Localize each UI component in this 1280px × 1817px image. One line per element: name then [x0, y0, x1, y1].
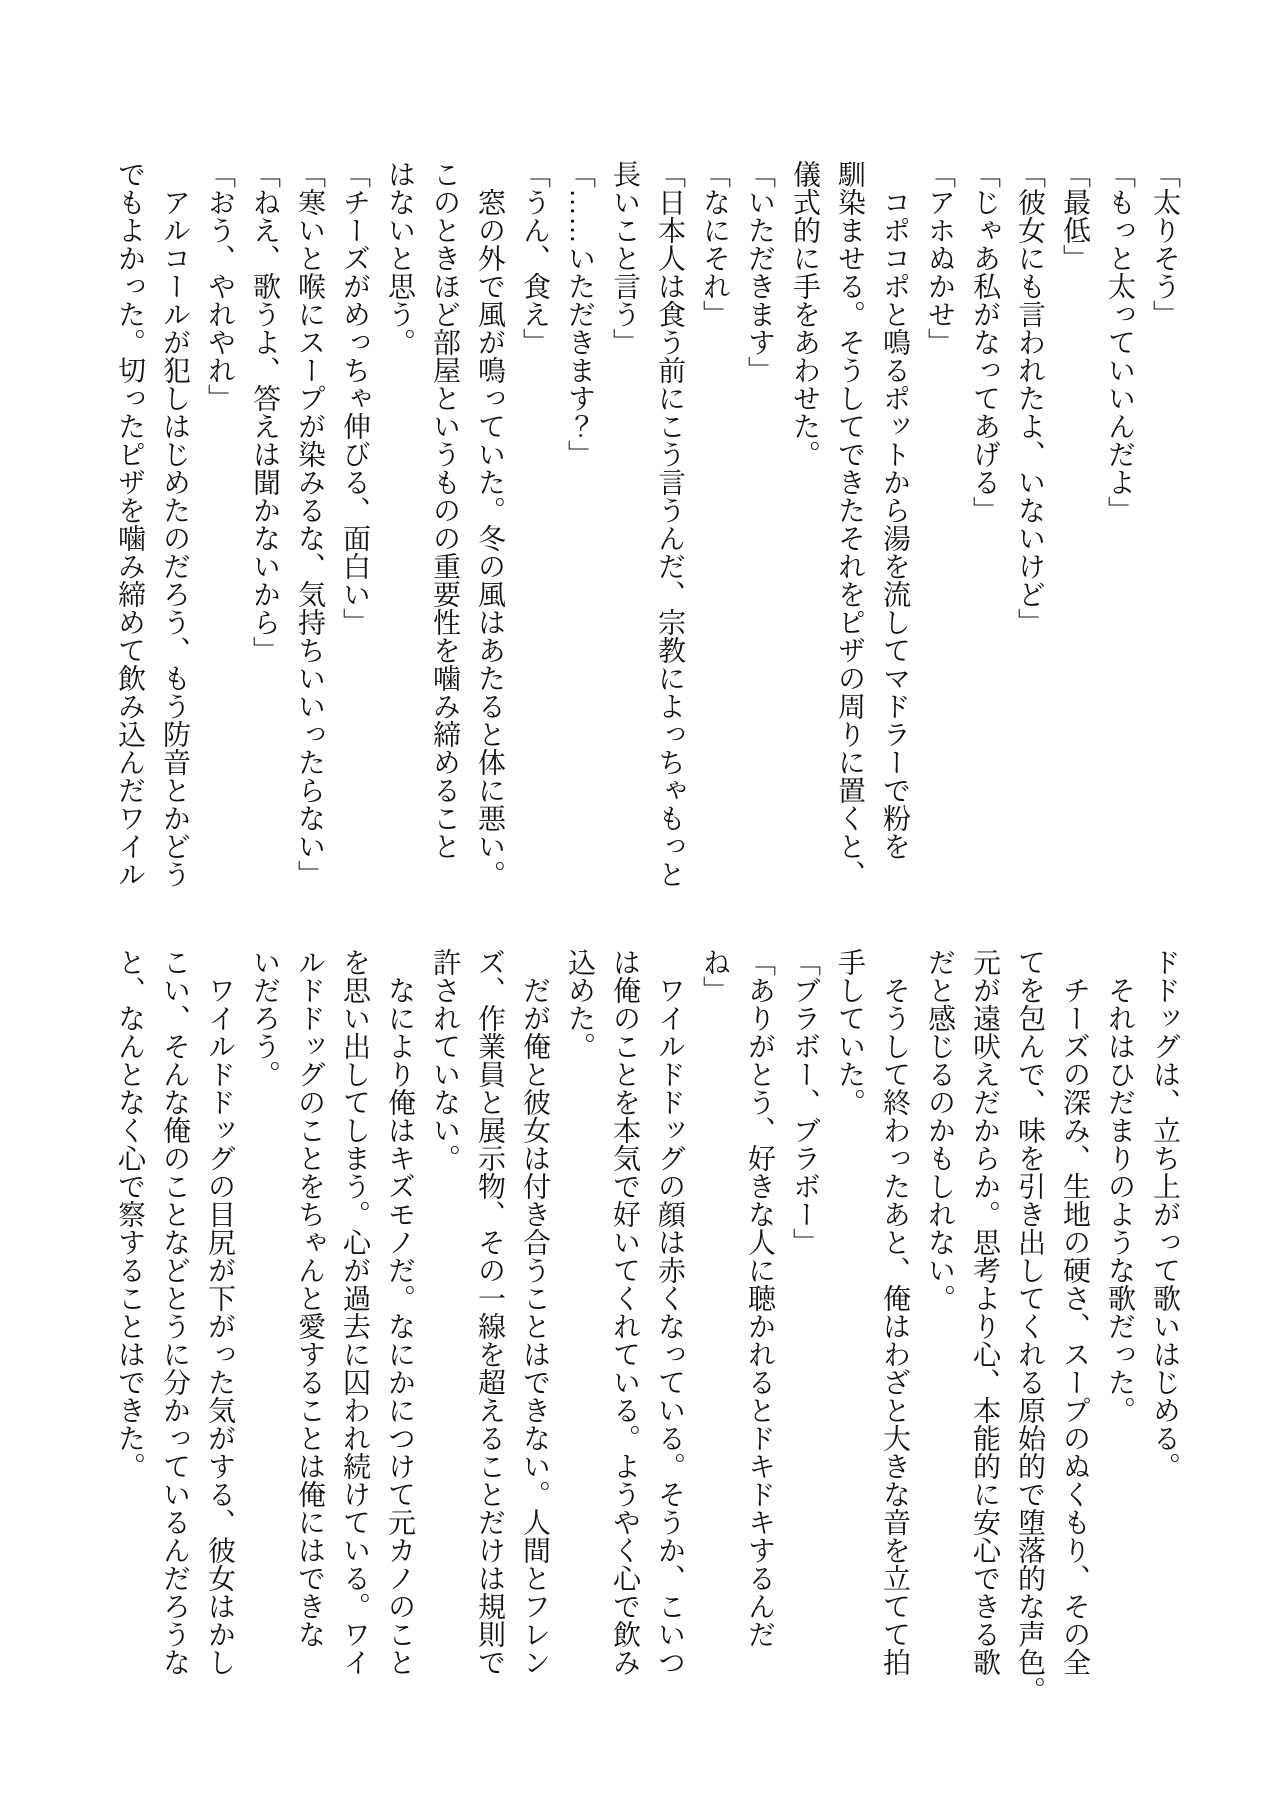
- text-line: 「いただきます」: [745, 160, 776, 384]
- text-line: ワイルドドッグの目尻が下がった気がする、彼女はかし: [205, 948, 236, 1676]
- text-line: 「なにそれ」: [700, 160, 731, 328]
- text-line: 「アホぬかせ」: [925, 160, 956, 356]
- text-line: ズ、作業員と展示物、その一線を超えることだけは規則で: [475, 948, 506, 1676]
- text-line: 手していた。: [835, 948, 866, 1116]
- text-line: 「もっと太っていいんだよ」: [1105, 160, 1136, 524]
- text-line: それはひだまりのような歌だった。: [1105, 948, 1136, 1424]
- text-line: ドドッグは、立ち上がって歌いはじめる。: [1150, 948, 1181, 1480]
- text-line: 窓の外で風が鳴っていた。冬の風はあたると体に悪い。: [475, 160, 506, 888]
- text-line: 「ブラボー、ブラボー」: [790, 948, 821, 1256]
- text-line: だと感じるのかもしれない。: [925, 948, 956, 1312]
- text-line: 「じゃあ私がなってあげる」: [970, 160, 1001, 524]
- text-line: 「日本人は食う前にこう言うんだ、宗教によっちゃもっと: [655, 160, 686, 888]
- text-line: 許されていない。: [430, 948, 461, 1172]
- text-line: なにより俺はキズモノだ。なにかにつけて元カノのこと: [385, 948, 416, 1676]
- vertical-text-band-lower: [108, 948, 1188, 1708]
- text-line: はないと思う。: [385, 160, 416, 356]
- text-line: 「……いただきます？」: [565, 160, 596, 468]
- text-line: 「チーズがめっちゃ伸びる、面白い」: [340, 160, 371, 636]
- text-line: このときほど部屋というものの重要性を噛み締めること: [430, 160, 461, 860]
- text-line: 馴染ませる。そうしてできたそれをピザの周りに置くと、: [835, 160, 866, 888]
- text-line: と、なんとなく心で察することはできた。: [115, 948, 146, 1480]
- text-line: 儀式的に手をあわせた。: [790, 160, 821, 468]
- text-line: 「うん、食え」: [520, 160, 551, 356]
- text-line: 「ありがとう、好きな人に聴かれるとドキドキするんだ: [745, 948, 776, 1648]
- text-line: ね」: [700, 948, 731, 1004]
- text-line: アルコールが犯しはじめたのだろう、もう防音とかどう: [160, 160, 191, 888]
- text-line: こい、そんな俺のことなどとうに分かっているんだろうな: [160, 948, 191, 1676]
- text-line: 込めた。: [565, 948, 596, 1060]
- text-line: は俺のことを本気で好いてくれている。ようやく心で飲み: [610, 948, 641, 1676]
- text-line: だが俺と彼女は付き合うことはできない。人間とフレン: [520, 948, 551, 1676]
- text-line: ワイルドドッグの顔は赤くなっている。そうか、こいつ: [655, 948, 686, 1676]
- text-line: チーズの深み、生地の硬さ、スープのぬくもり、その全: [1060, 948, 1091, 1676]
- text-line: を思い出してしまう。心が過去に囚われ続けている。ワイ: [340, 948, 371, 1676]
- text-line: そうして終わったあと、俺はわざと大きな音を立てて拍: [880, 948, 911, 1676]
- text-line: 元が遠吠えだからか。思考より心、本能的に安心できる歌: [970, 948, 1001, 1676]
- vertical-text-band-upper: [108, 160, 1188, 920]
- text-line: 「寒いと喉にスープが染みるな、気持ちいいったらない」: [295, 160, 326, 888]
- text-line: 「最低」: [1060, 160, 1091, 272]
- text-line: 「太りそう」: [1150, 160, 1181, 328]
- text-line: いだろう。: [250, 948, 281, 1088]
- text-line: 「おう、やれやれ」: [205, 160, 236, 412]
- text-line: 長いこと言う」: [610, 160, 641, 356]
- text-line: 「彼女にも言われたよ、いないけど」: [1015, 160, 1046, 636]
- text-line: コポコポと鳴るポットから湯を流してマドラーで粉を: [880, 160, 911, 860]
- text-line: 「ねえ、歌うよ、答えは聞かないから」: [250, 160, 281, 664]
- text-line: てを包んで、味を引き出してくれる原始的で堕落的な声色。: [1015, 948, 1046, 1704]
- text-line: でもよかった。切ったピザを噛み締めて飲み込んだワイル: [115, 160, 146, 888]
- text-line: ルドドッグのことをちゃんと愛することは俺にはできな: [295, 948, 326, 1648]
